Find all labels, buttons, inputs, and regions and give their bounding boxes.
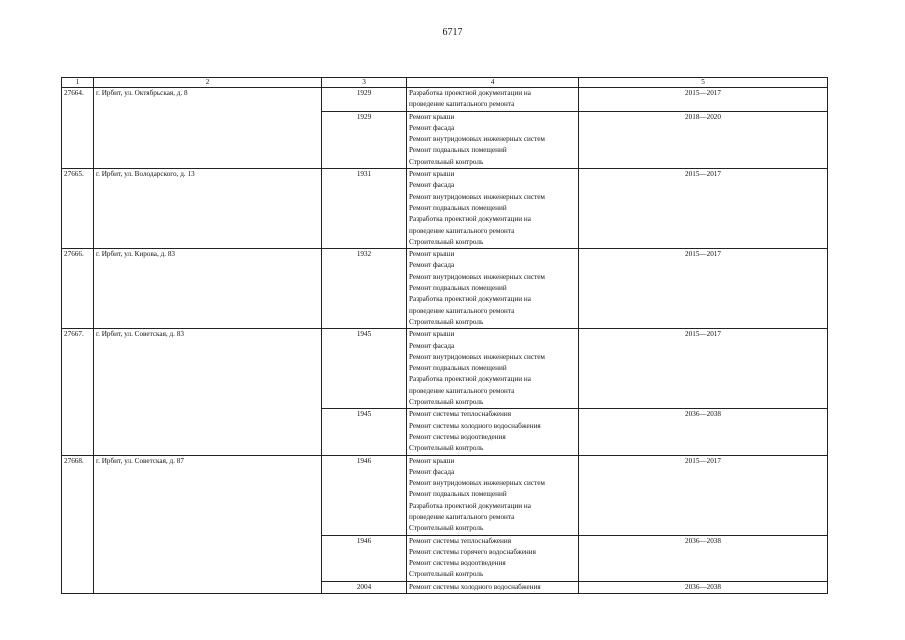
repair-work-item: Разработка проектной документации на <box>409 89 531 97</box>
entry-number: 27664. <box>62 88 94 169</box>
repair-work-item: Строительный контроль <box>409 317 484 326</box>
column-number: 1 <box>62 78 94 88</box>
construction-year: 1946 <box>322 535 407 581</box>
repair-work-item: Ремонт фасада <box>409 181 455 190</box>
repair-works-list <box>407 409 579 455</box>
repair-works-list <box>407 169 579 249</box>
column-number: 4 <box>407 78 579 88</box>
building-address: г. Ирбит, ул. Кирова, д. 83 <box>94 249 322 329</box>
construction-year: 1945 <box>322 409 407 455</box>
repair-work-item: Строительный контроль <box>409 570 484 579</box>
repair-works-list <box>407 535 579 581</box>
column-number: 2 <box>94 78 322 88</box>
construction-year: 1929 <box>322 88 407 112</box>
table-row <box>62 455 828 535</box>
construction-year: 1931 <box>322 169 407 249</box>
repair-work-item: Ремонт системы холодного водоснабжения <box>409 582 541 591</box>
repair-work-item: Разработка проектной документации на <box>409 375 531 384</box>
repair-work-item: Разработка проектной документации на <box>409 295 531 304</box>
construction-year: 1932 <box>322 249 407 329</box>
repair-work-item: проведение капитального ремонта <box>409 226 515 235</box>
repair-work-item: Ремонт внутридомовых инженерных систем <box>409 479 545 488</box>
table-header <box>62 78 828 88</box>
repair-period: 2018—2020 <box>579 111 828 168</box>
construction-year: 2004 <box>322 581 407 593</box>
building-address: г. Ирбит, ул. Советская, д. 83 <box>94 329 322 455</box>
repair-work-item: Строительный контроль <box>409 157 484 166</box>
repair-period: 2015—2017 <box>579 455 828 535</box>
repair-work-item: Разработка проектной документации на <box>409 215 531 224</box>
repair-work-item: Ремонт фасада <box>409 467 455 476</box>
construction-year: 1946 <box>322 455 407 535</box>
column-number: 5 <box>579 78 828 88</box>
entry-number: 27668. <box>62 455 94 594</box>
repair-work-item: Ремонт фасада <box>409 261 455 270</box>
repair-work-item: Ремонт крыши <box>409 112 455 121</box>
repair-works-list <box>407 111 579 168</box>
repair-works-list <box>407 88 579 112</box>
table-body <box>62 88 828 594</box>
repair-work-item: Строительный контроль <box>409 398 484 407</box>
construction-year: 1945 <box>322 329 407 409</box>
repair-period: 2015—2017 <box>579 329 828 409</box>
repair-work-item: Разработка проектной документации на <box>409 501 531 510</box>
entry-number: 27666. <box>62 249 94 329</box>
repair-work-item: проведение капитального ремонта <box>409 512 515 521</box>
repair-period: 2036—2038 <box>579 409 828 455</box>
repair-work-item: Ремонт подвальных помещений <box>409 490 507 499</box>
repair-work-item: Ремонт системы водоотведения <box>409 432 506 441</box>
repair-work-item: проведение капитального ремонта <box>409 386 515 395</box>
repair-period: 2015—2017 <box>579 169 828 249</box>
repair-work-item: Ремонт системы теплоснабжения <box>409 410 512 419</box>
table-row <box>62 169 828 249</box>
repair-work-item: Ремонт системы водоотведения <box>409 559 506 568</box>
repair-work-item: проведение капитального ремонта <box>409 306 515 315</box>
repair-work-item: проведение капитального ремонта <box>409 100 515 109</box>
repair-work-item: Строительный контроль <box>409 237 484 246</box>
entry-number: 27665. <box>62 169 94 249</box>
repair-work-item: Ремонт внутридомовых инженерных систем <box>409 352 545 361</box>
repair-work-item: Ремонт системы горячего водоснабжения <box>409 547 536 556</box>
table-row <box>62 329 828 409</box>
repair-period: 2015—2017 <box>579 249 828 329</box>
column-number-row <box>62 78 828 88</box>
repair-work-item: Ремонт подвальных помещений <box>409 203 507 212</box>
repair-period: 2036—2038 <box>579 581 828 593</box>
repair-work-item: Ремонт системы холодного водоснабжения <box>409 421 541 430</box>
repair-work-item: Ремонт фасада <box>409 123 455 132</box>
repair-work-item: Ремонт крыши <box>409 456 455 465</box>
building-address: г. Ирбит, ул. Октябрьская, д. 8 <box>94 88 322 169</box>
repair-works-list <box>407 455 579 535</box>
repair-work-item: Ремонт подвальных помещений <box>409 146 507 155</box>
repair-schedule-table <box>61 77 828 594</box>
column-number: 3 <box>322 78 407 88</box>
building-address: г. Ирбит, ул. Советская, д. 87 <box>94 455 322 594</box>
construction-year: 1929 <box>322 111 407 168</box>
repair-work-item: Ремонт системы теплоснабжения <box>409 536 512 545</box>
repair-work-item: Ремонт внутридомовых инженерных систем <box>409 272 545 281</box>
repair-works-list <box>407 249 579 329</box>
page-number: 6717 <box>442 27 463 38</box>
repair-work-item: Строительный контроль <box>409 524 484 533</box>
repair-works-list <box>407 581 579 593</box>
repair-work-item: Строительный контроль <box>409 444 484 453</box>
repair-work-item: Ремонт подвальных помещений <box>409 364 507 373</box>
repair-work-item: Ремонт внутридомовых инженерных систем <box>409 192 545 201</box>
repair-work-item: Ремонт фасада <box>409 341 455 350</box>
repair-period: 2036—2038 <box>579 535 828 581</box>
table-row <box>62 88 828 112</box>
repair-work-item: Ремонт внутридомовых инженерных систем <box>409 135 545 144</box>
repair-works-list <box>407 329 579 409</box>
entry-number: 27667. <box>62 329 94 455</box>
repair-period: 2015—2017 <box>579 88 828 112</box>
repair-work-item: Ремонт крыши <box>409 330 455 339</box>
repair-work-item: Ремонт крыши <box>409 170 455 179</box>
table-row <box>62 249 828 329</box>
repair-work-item: Ремонт крыши <box>409 250 455 259</box>
repair-work-item: Ремонт подвальных помещений <box>409 284 507 293</box>
building-address: г. Ирбит, ул. Володарского, д. 13 <box>94 169 322 249</box>
